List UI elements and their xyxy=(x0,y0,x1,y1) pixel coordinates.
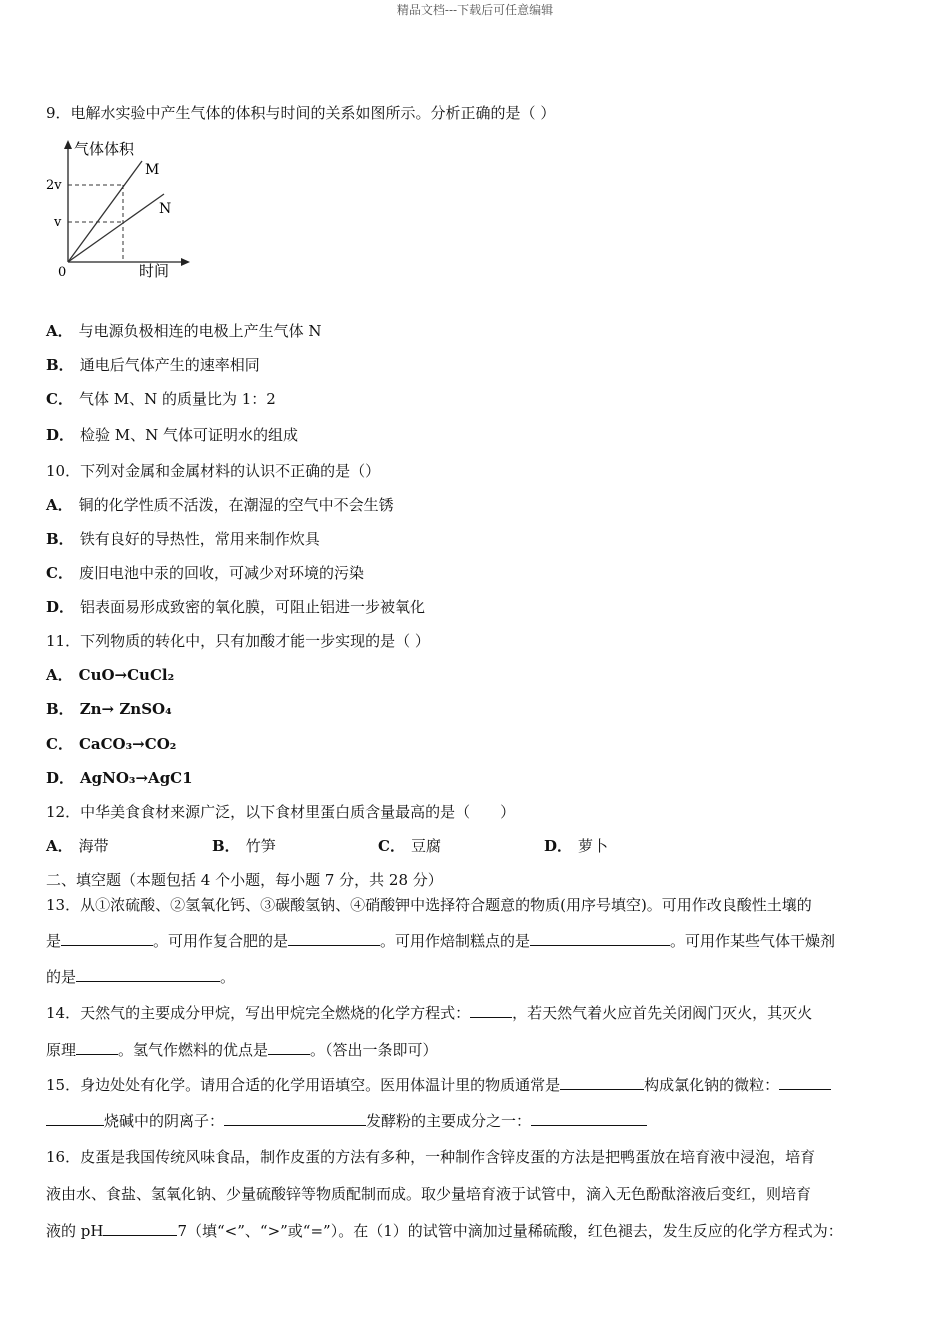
option-text: 铁有良好的导热性，常用来制作炊具 xyxy=(79,530,320,548)
q9-option-b xyxy=(46,354,260,375)
q9-stem: 9．电解水实验中产生气体的体积与时间的关系如图所示。分析正确的是（ ） xyxy=(46,104,556,122)
text: 。可用作某些气体干燥剂 xyxy=(670,932,836,950)
text: 14．天然气的主要成分甲烷，写出甲烷完全燃烧的化学方程式： xyxy=(46,1004,471,1022)
q12-options-row xyxy=(46,835,710,856)
option-text: 通电后气体产生的速率相同 xyxy=(79,356,260,374)
q9-option-c xyxy=(46,388,276,409)
q10-stem: 10．下列对金属和金属材料的认识不正确的是（） xyxy=(46,462,381,480)
option-label: A． xyxy=(46,837,73,855)
option-label: C． xyxy=(378,837,405,855)
q11-option-c xyxy=(46,733,176,754)
q16-line-2: 液由水、食盐、氢氧化钠、少量硫酸锌等物质配制而成。取少量培育液于试管中，滴入无色酚酞溶液后变红，则培育 xyxy=(46,1185,812,1203)
q15-line-2 xyxy=(46,1110,647,1131)
q9-option-d xyxy=(46,424,298,445)
answer-blank[interactable] xyxy=(779,1077,831,1090)
q13-line-2 xyxy=(46,930,835,951)
q12-option-b xyxy=(212,835,378,856)
q10-option-c xyxy=(46,562,364,583)
answer-blank[interactable] xyxy=(560,1077,644,1090)
y-axis-arrow-icon xyxy=(64,140,72,149)
q13-line-1: 13．从①浓硫酸、②氢氧化钙、③碳酸氢钠、④硝酸钾中选择符合题意的物质(用序号填空)。可用作改良酸性土壤的 xyxy=(46,896,812,914)
option-text: 气体 M、N 的质量比为 1：2 xyxy=(78,390,276,408)
q14-line-2 xyxy=(46,1039,438,1060)
option-text: CaCO₃→CO₂ xyxy=(78,735,177,753)
q10-option-d xyxy=(46,596,425,617)
option-text: 铝表面易形成致密的氧化膜，可阻止铝进一步被氧化 xyxy=(80,598,426,616)
answer-blank[interactable] xyxy=(76,969,220,982)
q10-option-a xyxy=(46,494,394,515)
q13-line-3 xyxy=(46,966,235,987)
text: 。可用作复合肥的是 xyxy=(153,932,289,950)
x-axis-label: 时间 xyxy=(139,262,170,280)
text: 烧碱中的阴离子： xyxy=(104,1112,225,1130)
answer-blank[interactable] xyxy=(103,1223,177,1236)
q12-option-d xyxy=(544,835,710,856)
q11-stem: 11．下列物质的转化中，只有加酸才能一步实现的是（ ） xyxy=(46,632,430,650)
q12-option-c xyxy=(378,835,544,856)
option-label: B． xyxy=(212,837,240,855)
answer-blank[interactable] xyxy=(288,933,380,946)
x-axis-arrow-icon xyxy=(181,258,190,266)
option-text: AgNO₃→AgC1 xyxy=(80,769,193,787)
option-label: D． xyxy=(46,769,75,787)
option-label: A． xyxy=(46,666,73,684)
option-label: C． xyxy=(46,735,73,753)
q14-line-1 xyxy=(46,1002,812,1023)
option-text: Zn→ ZnSO₄ xyxy=(79,700,172,718)
answer-blank[interactable] xyxy=(531,1113,647,1126)
text: 7（填“<”、“>”或“=”）。在（1）的试管中滴加过量稀硫酸，红色褪去，发生反应的化学方程式为： xyxy=(177,1222,843,1240)
text: 15．身边处处有化学。请用合适的化学用语填空。医用体温计里的物质通常是 xyxy=(46,1076,561,1094)
line-n-label: N xyxy=(159,201,172,217)
q16-line-3 xyxy=(46,1220,843,1241)
option-label: B． xyxy=(46,356,74,374)
q11-option-a xyxy=(46,664,174,685)
answer-blank[interactable] xyxy=(470,1005,512,1018)
option-text: CuO→CuCl₂ xyxy=(78,666,175,684)
option-label: A． xyxy=(46,322,73,340)
text: 是 xyxy=(46,932,62,950)
y-axis-label: 气体体积 xyxy=(74,140,135,158)
answer-blank[interactable] xyxy=(224,1113,366,1126)
option-text: 废旧电池中汞的回收，可减少对环境的污染 xyxy=(78,564,364,582)
page-header: 精品文档---下载后可任意编辑 xyxy=(396,3,554,17)
option-text: 铜的化学性质不活泼，在潮湿的空气中不会生锈 xyxy=(78,496,394,514)
option-text: 与电源负极相连的电极上产生气体 N xyxy=(78,322,322,340)
option-label: D． xyxy=(46,426,75,444)
option-label: C． xyxy=(46,564,73,582)
q11-option-d xyxy=(46,767,193,788)
option-text: 竹笋 xyxy=(245,837,276,855)
q9-option-a xyxy=(46,320,322,341)
q16-line-1: 16．皮蛋是我国传统风味食品，制作皮蛋的方法有多种，一种制作含锌皮蛋的方法是把鸭蛋放在培育液中浸泡，培育 xyxy=(46,1148,816,1166)
option-label: D． xyxy=(46,598,75,616)
q12-option-a xyxy=(46,835,212,856)
text: 液的 pH xyxy=(46,1222,104,1240)
text: 发酵粉的主要成分之一： xyxy=(366,1112,532,1130)
line-m xyxy=(68,161,142,262)
q11-option-b xyxy=(46,698,172,719)
answer-blank[interactable] xyxy=(530,933,670,946)
q12-stem: 12．中华美食食材来源广泛，以下食材里蛋白质含量最高的是（ ） xyxy=(46,803,516,821)
text: 。可用作焙制糕点的是 xyxy=(380,932,531,950)
option-label: C． xyxy=(46,390,73,408)
origin-label: 0 xyxy=(58,265,67,280)
option-text: 检验 M、N 气体可证明水的组成 xyxy=(80,426,299,444)
answer-blank[interactable] xyxy=(46,1113,104,1126)
tick-label-2v: 2v xyxy=(46,178,62,193)
option-label: A． xyxy=(46,496,73,514)
text: 构成氯化钠的微粒： xyxy=(644,1076,780,1094)
answer-blank[interactable] xyxy=(76,1042,118,1055)
gas-volume-time-graph xyxy=(44,136,204,286)
option-label: B． xyxy=(46,700,74,718)
option-text: 海带 xyxy=(78,837,109,855)
q15-line-1 xyxy=(46,1074,831,1095)
text: 的是 xyxy=(46,968,77,986)
text: 。（答出一条即可） xyxy=(310,1041,438,1059)
text: 。 xyxy=(220,968,236,986)
line-n xyxy=(68,194,164,262)
text: 原理 xyxy=(46,1041,77,1059)
option-label: B． xyxy=(46,530,74,548)
line-m-label: M xyxy=(145,162,160,178)
option-text: 豆腐 xyxy=(410,837,441,855)
text: 。氢气作燃料的优点是 xyxy=(118,1041,269,1059)
q10-option-b xyxy=(46,528,320,549)
option-label: D． xyxy=(544,837,573,855)
answer-blank[interactable] xyxy=(268,1042,310,1055)
section-heading: 二、填空题（本题包括 4 个小题，每小题 7 分，共 28 分） xyxy=(46,871,443,889)
option-text: 萝卜 xyxy=(578,837,609,855)
answer-blank[interactable] xyxy=(61,933,153,946)
tick-label-v: v xyxy=(54,215,62,230)
text: ，若天然气着火应首先关闭阀门灭火，其灭火 xyxy=(512,1004,813,1022)
